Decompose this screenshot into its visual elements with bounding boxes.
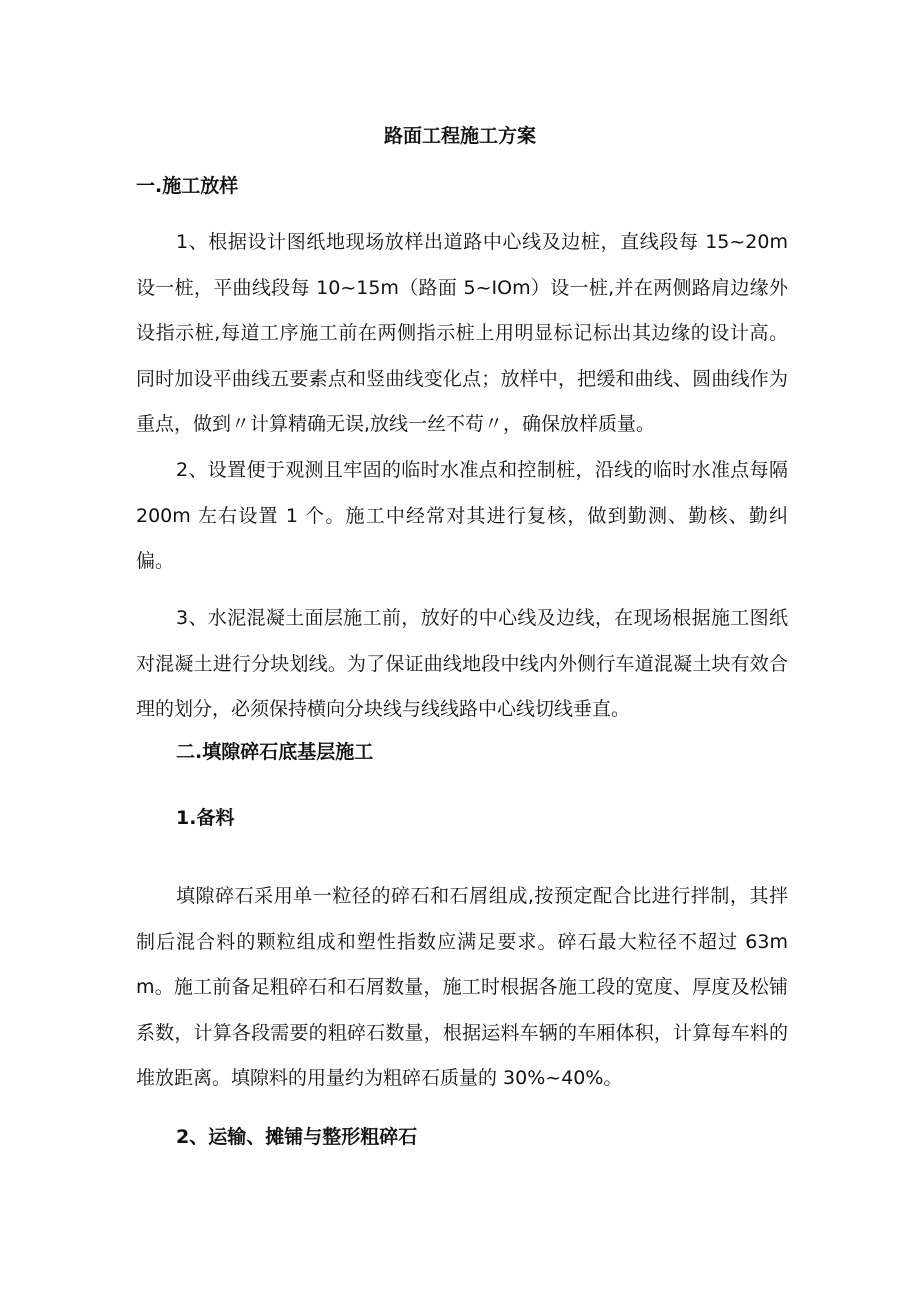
section-heading-layout: 一.施工放样 [136, 175, 239, 197]
paragraph-materials: 填隙碎石采用单一粒径的碎石和石屑组成,按预定配合比进行拌制，其拌制后混合料的颗粒组成和塑性指数应满足要求。碎石最大粒径不超过 63mm。施工前备足粗碎石和石屑数量，施工时根据各施工段的宽度、厚度及松铺系数，计算各段需要的粗碎石数量，根据运料车辆的车厢体积，计算每车料的堆放距离。填隙料的用量约为粗碎石质量的 30%~40%。 [136, 885, 788, 1089]
paragraph-staking-1: 1、根据设计图纸地现场放样出道路中心线及边桩，直线段每 15~20m 设一桩，平曲线段每 10~15m（路面 5~IOm）设一桩,并在两侧路肩边缘外设指示桩,每道工序施工前在两侧指示桩上用明显标记标出其边缘的设计高。同时加设平曲线五要素点和竖曲线变化点；放样中，把缓和曲线、圆曲线作为重点，做到〃计算精确无误,放线一丝不苟〃，确保放样质量。 [136, 231, 788, 435]
section-heading-subbase: 二.填隙碎石底基层施工 [176, 741, 374, 763]
subheading-transport-spreading: 2、运输、摊铺与整形粗碎石 [176, 1126, 418, 1148]
document-title: 路面工程施工方案 [383, 125, 536, 147]
subheading-materials: 1.备料 [176, 807, 235, 829]
paragraph-staking-2: 2、设置便于观测且牢固的临时水准点和控制桩，沿线的临时水准点每隔 200m 左右设置 1 个。施工中经常对其进行复核，做到勤测、勤核、勤纠偏。 [136, 459, 788, 572]
paragraph-staking-3: 3、水泥混凝土面层施工前，放好的中心线及边线，在现场根据施工图纸对混凝土进行分块划线。为了保证曲线地段中线内外侧行车道混凝土块有效合理的划分，必须保持横向分块线与线线路中心线切线垂直。 [136, 607, 788, 720]
